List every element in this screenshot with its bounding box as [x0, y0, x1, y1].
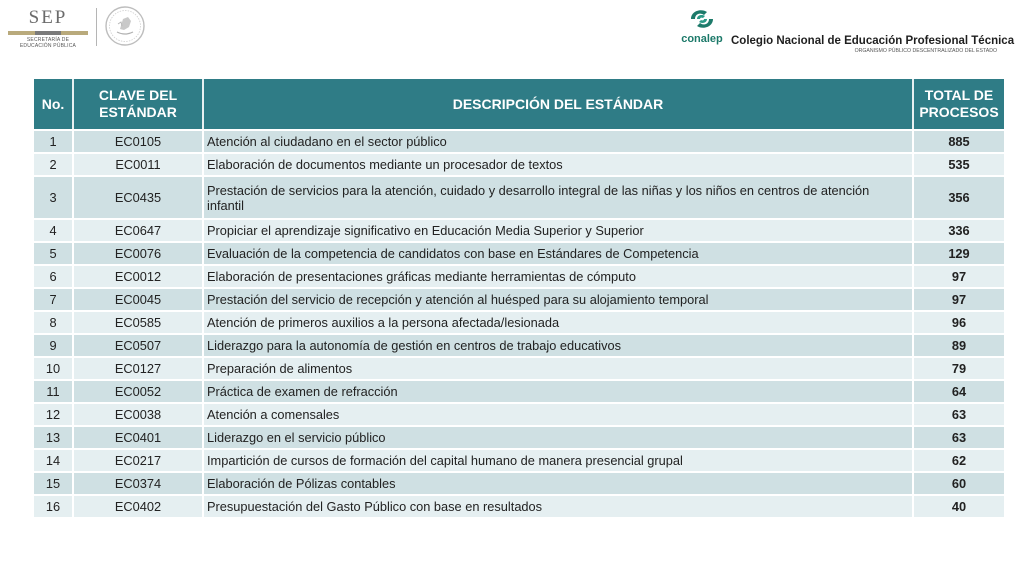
- row-number: 7: [34, 289, 74, 310]
- row-code: EC0045: [74, 289, 204, 310]
- column-header-descripcion-label: DESCRIPCIÓN DEL ESTÁNDAR: [452, 95, 664, 112]
- table-row: [34, 177, 1004, 218]
- table-row: [34, 450, 1004, 471]
- row-code: EC0011: [74, 154, 204, 175]
- row-code: EC0127: [74, 358, 204, 379]
- table-row: [34, 473, 1004, 494]
- column-header-no: [34, 79, 74, 129]
- row-description: Atención de primeros auxilios a la persona afectada/lesionada: [204, 312, 914, 333]
- table-header-row: [34, 79, 1004, 129]
- row-description: Práctica de examen de refracción: [204, 381, 914, 402]
- row-description: Preparación de alimentos: [204, 358, 914, 379]
- row-total: 63: [914, 427, 1004, 448]
- sep-bar-segment: [35, 31, 62, 35]
- row-description: Atención al ciudadano en el sector público: [204, 131, 914, 152]
- column-header-clave: [74, 79, 204, 129]
- college-name: Colegio Nacional de Educación Profesional Técnica: [731, 35, 1015, 47]
- row-total: 96: [914, 312, 1004, 333]
- column-header-descripcion: [204, 79, 914, 129]
- row-total: 97: [914, 266, 1004, 287]
- row-total: 336: [914, 220, 1004, 241]
- row-number: 4: [34, 220, 74, 241]
- row-number: 12: [34, 404, 74, 425]
- row-code: EC0402: [74, 496, 204, 517]
- row-code: EC0507: [74, 335, 204, 356]
- table-row: [34, 243, 1004, 264]
- row-code: EC0647: [74, 220, 204, 241]
- row-number: 1: [34, 131, 74, 152]
- row-code: EC0585: [74, 312, 204, 333]
- column-header-total-line2: PROCESOS: [919, 104, 999, 120]
- row-number: 13: [34, 427, 74, 448]
- row-code: EC0374: [74, 473, 204, 494]
- table-row: [34, 289, 1004, 310]
- college-heading: [731, 35, 1015, 55]
- row-code: EC0217: [74, 450, 204, 471]
- row-code: EC0052: [74, 381, 204, 402]
- table-row: [34, 154, 1004, 175]
- table-row: [34, 220, 1004, 241]
- row-description: Liderazgo para la autonomía de gestión en centros de trabajo educativos: [204, 335, 914, 356]
- row-code: EC0012: [74, 266, 204, 287]
- row-description: Liderazgo en el servicio público: [204, 427, 914, 448]
- table-row: [34, 131, 1004, 152]
- row-description: Elaboración de presentaciones gráficas mediante herramientas de cómputo: [204, 266, 914, 287]
- standards-table: [34, 77, 1004, 519]
- column-header-total-line1: TOTAL DE: [924, 87, 994, 103]
- conalep-logo: [676, 6, 728, 45]
- row-description: Elaboración de documentos mediante un procesador de textos: [204, 154, 914, 175]
- row-description: Prestación de servicios para la atención, cuidado y desarrollo integral de las niñas y los niños en centros de atención infantil: [204, 177, 914, 218]
- table-body: [34, 131, 1004, 517]
- row-total: 129: [914, 243, 1004, 264]
- row-total: 89: [914, 335, 1004, 356]
- row-description: Prestación del servicio de recepción y atención al huésped para su alojamiento temporal: [204, 289, 914, 310]
- row-number: 9: [34, 335, 74, 356]
- row-number: 11: [34, 381, 74, 402]
- sep-bar-segment: [61, 31, 88, 35]
- row-number: 10: [34, 358, 74, 379]
- row-number: 3: [34, 177, 74, 218]
- row-number: 2: [34, 154, 74, 175]
- row-description: Propiciar el aprendizaje significativo en Educación Media Superior y Superior: [204, 220, 914, 241]
- column-header-clave-line2: ESTÁNDAR: [99, 104, 177, 120]
- row-number: 5: [34, 243, 74, 264]
- table-row: [34, 335, 1004, 356]
- column-header-clave-line1: CLAVE DEL: [98, 87, 178, 103]
- row-number: 15: [34, 473, 74, 494]
- row-total: 97: [914, 289, 1004, 310]
- row-number: 6: [34, 266, 74, 287]
- row-total: 62: [914, 450, 1004, 471]
- row-code: EC0105: [74, 131, 204, 152]
- table-row: [34, 266, 1004, 287]
- college-subtitle: ORGANISMO PÚBLICO DESCENTRALIZADO DEL ESTADO: [854, 48, 997, 54]
- row-total: 885: [914, 131, 1004, 152]
- table-row: [34, 427, 1004, 448]
- row-total: 79: [914, 358, 1004, 379]
- row-code: EC0435: [74, 177, 204, 218]
- row-number: 8: [34, 312, 74, 333]
- table-row: [34, 496, 1004, 517]
- page-header: [0, 0, 1024, 72]
- conalep-emblem-icon: [687, 6, 717, 32]
- table-row: [34, 312, 1004, 333]
- row-description: Evaluación de la competencia de candidatos con base en Estándares de Competencia: [204, 243, 914, 264]
- table-row: [34, 381, 1004, 402]
- row-code: EC0401: [74, 427, 204, 448]
- row-description: Impartición de cursos de formación del capital humano de manera presencial grupal: [204, 450, 914, 471]
- sep-logo-subtitle-1: SECRETARÍA DE: [26, 37, 70, 43]
- row-code: EC0038: [74, 404, 204, 425]
- sep-logo-title: SEP: [28, 7, 68, 28]
- conalep-logo-text: conalep: [681, 33, 723, 45]
- column-header-total: [914, 79, 1004, 129]
- row-total: 356: [914, 177, 1004, 218]
- table-header: [34, 79, 1004, 129]
- standards-table-container: [34, 77, 1004, 519]
- row-description: Presupuestación del Gasto Público con base en resultados: [204, 496, 914, 517]
- row-total: 64: [914, 381, 1004, 402]
- row-total: 535: [914, 154, 1004, 175]
- row-description: Atención a comensales: [204, 404, 914, 425]
- row-code: EC0076: [74, 243, 204, 264]
- sep-bar-segment: [8, 31, 35, 35]
- mexico-seal-icon: [104, 5, 146, 47]
- sep-logo: [8, 8, 88, 49]
- sep-logo-bar: [8, 31, 88, 35]
- row-total: 60: [914, 473, 1004, 494]
- row-number: 14: [34, 450, 74, 471]
- header-divider: [96, 8, 97, 46]
- sep-logo-subtitle-2: EDUCACIÓN PÚBLICA: [19, 43, 77, 49]
- table-row: [34, 404, 1004, 425]
- column-header-no-label: No.: [41, 95, 65, 112]
- table-row: [34, 358, 1004, 379]
- row-description: Elaboración de Pólizas contables: [204, 473, 914, 494]
- row-number: 16: [34, 496, 74, 517]
- row-total: 40: [914, 496, 1004, 517]
- row-total: 63: [914, 404, 1004, 425]
